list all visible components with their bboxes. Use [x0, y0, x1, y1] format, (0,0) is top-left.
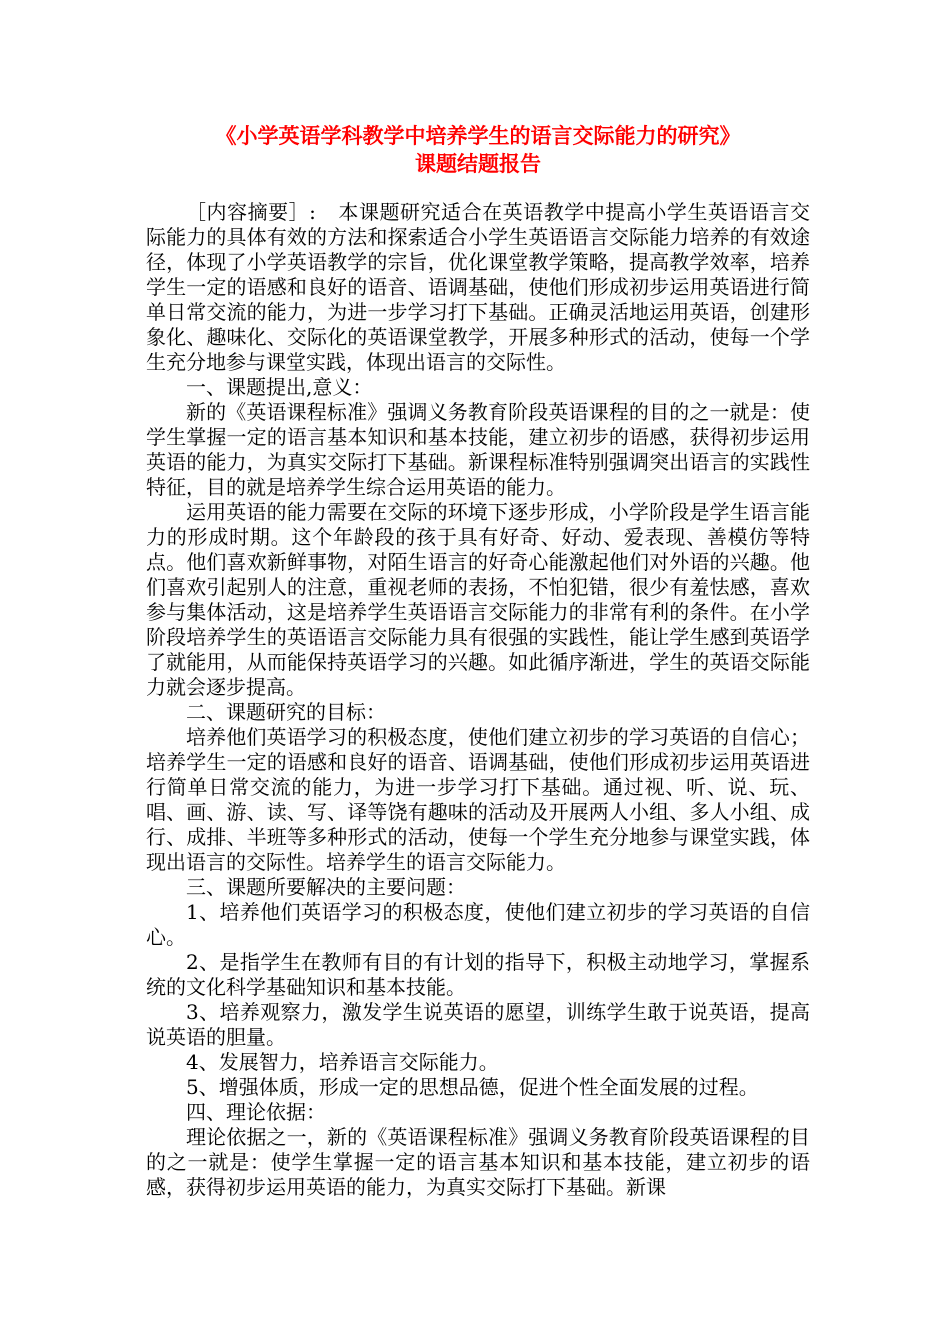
section-1-heading: 一、课题提出,意义：	[186, 375, 373, 399]
section-1-paragraph-2: 运用英语的能力需要在交际的环境下逐步形成，小学阶段是学生语言能力的形成时期。这个年龄段的孩于具有好奇、好动、爱表现、善模仿等特点。他们喜欢新鲜事物，对陌生语言的好奇心能激起他们对外语的兴趣。他们喜欢引起别人的注意，重视老师的表扬，不怕犯错，很少有羞怯感，喜欢参与集体活动，这是培养学生英语语言交际能力的非常有利的条件。在小学阶段培养学生的英语语言交际能力具有很强的实践性，能让学生感到英语学了就能用，从而能保持英语学习的兴趣。如此循序渐进，学生的英语交际能力就会逐步提高。	[146, 500, 810, 699]
title-block	[146, 122, 810, 178]
section-4-paragraph-1: 理论依据之一，新的《英语课程标准》强调义务教育阶段英语课程的目的之一就是：使学生掌握一定的语言基本知识和基本技能，建立初步的语感，获得初步运用英语的能力，为真实交际打下基础。新课	[146, 1125, 810, 1199]
section-3-item-4: 4、发展智力，培养语言交际能力。	[186, 1050, 499, 1074]
title-line-2: 课题结题报告	[415, 151, 541, 176]
section-4-heading: 四、理论依据：	[186, 1100, 326, 1124]
abstract-paragraph	[146, 200, 810, 375]
abstract-text: 本课题研究适合在英语教学中提高小学生英语语言交际能力的具体有效的方法和探索适合小学生英语语言交际能力培养的有效途径，体现了小学英语教学的宗旨，优化课堂教学策略，提高教学效率，培养学生一定的语感和良好的语音、语调基础，使他们形成初步运用英语进行简单日常交流的能力，为进一步学习打下基础。正确灵活地运用英语，创建形象化、趣味化、交际化的英语课堂教学，开展多种形式的活动，使每一个学生充分地参与课堂实践，体现出语言的交际性。	[146, 200, 811, 374]
section-3-item-5: 5、增强体质，形成一定的思想品德，促进个性全面发展的过程。	[186, 1075, 759, 1099]
title-line-1: 《小学英语学科教学中培养学生的语言交际能力的研究》	[215, 123, 741, 148]
abstract-label: ［内容摘要］:	[186, 200, 316, 224]
section-2-paragraph-1: 培养他们英语学习的积极态度，使他们建立初步的学习英语的自信心；培养学生一定的语感和良好的语音、语调基础，使他们形成初步运用英语进行简单日常交流的能力，为进一步学习打下基础。通过视、听、说、玩、唱、画、游、读、写、译等饶有趣味的活动及开展两人小组、多人小组、成行、成排、半班等多种形式的活动，使每一个学生充分地参与课堂实践，体现出语言的交际性。培养学生的语言交际能力。	[146, 725, 810, 874]
section-3-item-3: 3、培养观察力，激发学生说英语的愿望，训练学生敢于说英语，提高说英语的胆量。	[146, 1000, 810, 1049]
section-2-heading: 二、课题研究的目标：	[186, 700, 386, 724]
section-3-item-2: 2、是指学生在教师有目的有计划的指导下，积极主动地学习，掌握系统的文化科学基础知识和基本技能。	[146, 950, 810, 999]
document-page	[146, 122, 810, 1200]
section-1-paragraph-1: 新的《英语课程标准》强调义务教育阶段英语课程的目的之一就是：使学生掌握一定的语言基本知识和基本技能，建立初步的语感，获得初步运用英语的能力，为真实交际打下基础。新课程标准特别强调突出语言的实践性特征，目的就是培养学生综合运用英语的能力。	[146, 400, 810, 499]
section-3-heading: 三、课题所要解决的主要问题：	[186, 875, 466, 899]
section-3-item-1: 1、培养他们英语学习的积极态度，使他们建立初步的学习英语的自信心。	[146, 900, 810, 949]
